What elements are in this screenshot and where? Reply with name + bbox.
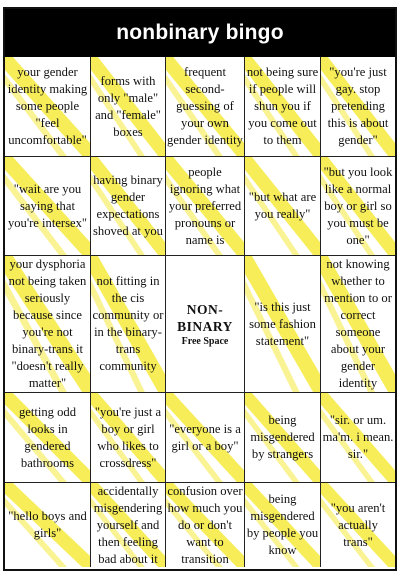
bingo-cell-text: not fitting in the cis community or in the binary-trans community [92, 274, 164, 373]
free-space-title: NON- BINARY [177, 301, 233, 334]
bingo-board [3, 7, 397, 571]
bingo-cell-text: "you aren't actually trans" [330, 500, 386, 549]
bingo-cell-23[interactable] [166, 483, 245, 567]
bingo-cell-25[interactable] [321, 483, 395, 567]
bingo-cell-text: "sir. or um. ma'm. i mean. sir." [322, 413, 394, 461]
bingo-cell-9[interactable] [245, 157, 321, 256]
bingo-cell-20[interactable] [321, 393, 395, 483]
bingo-cell-24[interactable] [245, 483, 321, 567]
bingo-cell-text: confusion over how much you do or don't want to transition [167, 483, 243, 566]
bingo-cell-text: not being sure if people will shun you if you come out to them [246, 65, 319, 147]
bingo-cell-text: "you're just a boy or girl who likes to crossdress" [94, 404, 162, 470]
bingo-cell-text: not knowing whether to mention to or correct someone about your gender identity [324, 257, 392, 390]
bingo-cell-12[interactable] [91, 256, 166, 393]
bingo-cell-7[interactable] [91, 157, 166, 256]
bingo-cell-10[interactable] [321, 157, 395, 256]
bingo-cell-text: accidentally misgendering yourself and then feeling bad about it [93, 483, 163, 566]
bingo-cell-text: people ignoring what your preferred pronouns or name is [168, 164, 242, 247]
bingo-cell-22[interactable] [91, 483, 166, 567]
bingo-cell-text: forms with only "male" and "female" boxes [95, 73, 161, 139]
bingo-cell-text: your gender identity making some people "feel uncomfortable" [7, 65, 88, 147]
bingo-title: nonbinary bingo [5, 9, 395, 57]
bingo-cell-15[interactable] [321, 256, 395, 393]
bingo-cell-14[interactable] [245, 256, 321, 393]
bingo-grid [5, 57, 395, 569]
bingo-cell-4[interactable] [245, 57, 321, 157]
bingo-cell-text: "everyone is a girl or a boy" [169, 421, 241, 453]
bingo-cell-text: "hello boys and girls" [8, 509, 87, 540]
bingo-cell-text: your dysphoria not being taken seriously because since you're not binary-trans it "doesn't really matter" [8, 257, 87, 390]
bingo-cell-21[interactable] [5, 483, 91, 567]
free-space-text [177, 301, 233, 348]
bingo-cell-1[interactable] [5, 57, 91, 157]
free-space-label: Free Space [181, 335, 229, 347]
bingo-cell-text: "you're just gay. stop pretending this is about gender" [327, 65, 389, 147]
bingo-cell-6[interactable] [5, 157, 91, 256]
bingo-cell-text: being misgendered by people you know [246, 492, 319, 557]
bingo-cell-text: getting odd looks in gendered bathrooms [18, 404, 77, 470]
bingo-cell-text: having binary gender expectations shoved at you [93, 173, 163, 238]
bingo-cell-8[interactable] [166, 157, 245, 256]
bingo-cell-11[interactable] [5, 256, 91, 393]
bingo-cell-17[interactable] [91, 393, 166, 483]
bingo-cell-19[interactable] [245, 393, 321, 483]
bingo-cell-3[interactable] [166, 57, 245, 157]
bingo-cell-text: "wait are you saying that you're intersex" [7, 181, 88, 230]
bingo-cell-text: "is this just some fashion statement" [249, 299, 316, 348]
bingo-cell-18[interactable] [166, 393, 245, 483]
free-space-cell[interactable] [166, 256, 245, 393]
bingo-cell-5[interactable] [321, 57, 395, 157]
bingo-cell-text: frequent second-guessing of your own gender identity [167, 65, 243, 147]
bingo-cell-text: being misgendered by strangers [250, 413, 315, 461]
bingo-cell-2[interactable] [91, 57, 166, 157]
bingo-cell-text: "but what are you really" [248, 190, 317, 221]
bingo-cell-16[interactable] [5, 393, 91, 483]
bingo-cell-text: "but you look like a normal boy or girl so you must be one" [323, 164, 393, 247]
